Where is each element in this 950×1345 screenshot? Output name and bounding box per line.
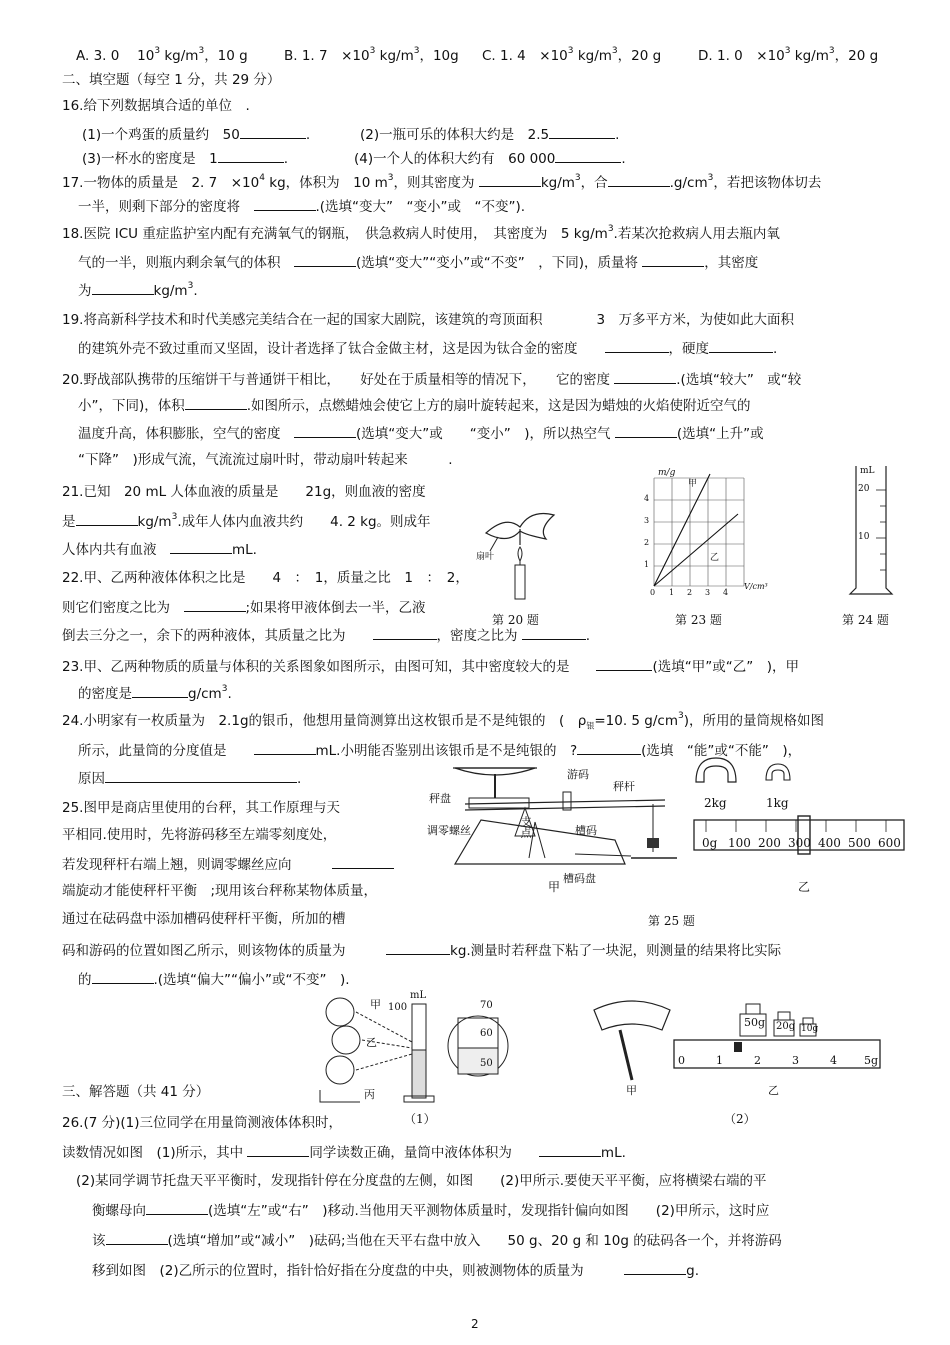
fig20-caption: 第 20 题: [492, 613, 539, 627]
answer-blank[interactable]: [240, 124, 306, 139]
fig26-2-tick: 4: [830, 1054, 837, 1067]
q25-line1: 25.图甲是商店里使用的台秤，其工作原理与天: [62, 800, 340, 816]
section-fill-heading: 二、填空题（每空 1 分，共 29 分）: [62, 72, 281, 88]
answer-blank[interactable]: [709, 338, 773, 353]
fig23-xtick: 2: [687, 588, 693, 597]
answer-blank[interactable]: [132, 683, 188, 698]
fig23-ytick: 1: [644, 560, 650, 569]
answer-blank[interactable]: [624, 1260, 686, 1275]
fig26-1-yi: 乙: [366, 1036, 377, 1049]
q26-line1: 26.(7 分)(1)三位同学在用量筒测液体体积时，: [62, 1115, 343, 1131]
fig23-ytick: 2: [644, 538, 650, 547]
fig26-2-weight-20g: 20g: [776, 1021, 796, 1032]
answer-blank[interactable]: [92, 280, 154, 295]
fig24-tick-10: 10: [858, 532, 870, 542]
fig26-1-bing: 丙: [364, 1088, 375, 1101]
fig26-2-tick: 2: [754, 1054, 761, 1067]
q20-line3: 温度升高，体积膨胀，空气的密度 (选填“变大”或 “变小” )，所以热空气 (选填“上升”或: [78, 423, 764, 443]
answer-blank[interactable]: [105, 768, 297, 783]
fig23-yi-label: 乙: [710, 553, 720, 563]
fig25-beam-tick: 500: [848, 836, 871, 850]
fig26-2-tick: 0: [678, 1054, 685, 1067]
fig25-jia: 甲: [548, 880, 561, 894]
fig24-caption: 第 24 题: [842, 613, 889, 627]
q18-line2: 气的一半，则瓶内剩余氧气的体积 (选填“变大”“变小”或“不变” ，下同)，质量将 ，其密度: [78, 252, 758, 272]
q25-line7: 的 .(选填“偏大”“偏小”或“不变” ).: [78, 969, 350, 989]
q21-line2: 是 $kg/m^3$.成年人体内血液共约 4. 2 kg。则成年: [62, 512, 431, 530]
q16-stem: 16.给下列数据填合适的单位 .: [62, 98, 250, 114]
fig25-beam-tick: 600: [878, 836, 901, 850]
fig26-2-tick: 3: [792, 1054, 799, 1067]
answer-blank[interactable]: [106, 1230, 168, 1245]
fig26-1-100: 100: [388, 1002, 408, 1013]
q23-line1: 23.甲、乙两种物质的质量与体积的关系图象如图所示，由图可知，其中密度较大的是 (选填“甲”或“乙” )，甲: [62, 656, 799, 676]
fig23-caption: 第 23 题: [675, 613, 722, 627]
q18-line3: 为 $kg/m^3$.: [78, 281, 198, 299]
fig23-line-yi: [654, 514, 738, 586]
fig23-xtick: 3: [705, 588, 711, 597]
fig25-weight-2kg: 2kg: [704, 796, 727, 810]
fig26-1-ml: mL: [410, 990, 427, 1001]
q25-line6: 码和游码的位置如图乙所示，则该物体的质量为 kg.测量时若秤盘下粘了一块泥，则测量的结果将比实际: [62, 940, 781, 960]
answer-blank[interactable]: [577, 740, 641, 755]
answer-blank[interactable]: [254, 740, 316, 755]
fig26-2-weight-50g: 50g: [744, 1016, 766, 1029]
fig23-jia-label: 甲: [688, 479, 698, 489]
fig23-graph: [640, 468, 770, 600]
q23-line2: 的密度是 $g/cm^3$.: [78, 684, 232, 702]
q19-line1: 19.将高新科学技术和时代美感完美结合在一起的国家大剧院，该建筑的弯顶面积 3 万多平方米，为使如此大面积: [62, 312, 795, 328]
q20-line4: “下降” )形成气流，气流流过扇叶时，带动扇叶转起来 .: [78, 452, 453, 468]
fig25-scale: [425, 760, 695, 890]
q15-options: A. 3. 0 $10^3$ $kg/m^3$，10 g: [76, 46, 248, 64]
q16-part4: (4)一个人的体积大约有 60 000 .: [354, 148, 626, 168]
fig23-ylabel: m/g: [658, 468, 676, 478]
q17-line2: 一半，则剩下部分的密度将 .(选填“变大” “变小”或 “不变”).: [78, 196, 525, 216]
fig20-candle-fan: [476, 495, 566, 610]
section-answer-heading: 三、解答题（共 41 分）: [62, 1084, 210, 1100]
fig26-1-70: 70: [480, 1000, 493, 1011]
fig25-label-pivot: 支点: [519, 816, 532, 838]
answer-blank[interactable]: [539, 1142, 601, 1157]
q15-option-d: D. 1. 0 $\times 10^3$ $kg/m^3$，20 g: [698, 46, 879, 64]
q21-line3: 人体内共有血液 mL.: [62, 539, 257, 559]
fig25-caption: 第 25 题: [648, 914, 695, 928]
fig26-2-tick: 1: [716, 1054, 723, 1067]
q26-line5: 该 (选填“增加”或“减小” )砝码;当他在天平右盘中放入 50 g、20 g 和 10g 的砝码各一个，并将游码: [92, 1230, 782, 1250]
fig25-beam-tick: 300: [788, 836, 811, 850]
fig25-weights-beam: [690, 752, 910, 862]
q22-line2: 则它们密度之比为 ;如果将甲液体倒去一半，乙液: [62, 597, 426, 617]
fig26-1-60: 60: [480, 1028, 493, 1039]
answer-blank[interactable]: [373, 625, 437, 640]
q26-line2: 读数情况如图 (1)所示，其中 同学读数正确，量筒中液体体积为 mL.: [62, 1142, 626, 1162]
q21-line1: 21.已知 20 mL 人体血液的质量是 21g，则血液的密度: [62, 484, 426, 500]
fig23-xtick: 4: [723, 588, 729, 597]
answer-blank[interactable]: [608, 172, 670, 187]
page-number: 2: [471, 1317, 479, 1331]
fig26-2-yi: 乙: [768, 1084, 779, 1097]
fig20-fan-label: 扇叶: [476, 552, 495, 562]
fig24-unit: mL: [860, 466, 875, 476]
fig25-label-pan: 秤盘: [429, 792, 451, 805]
answer-blank[interactable]: [184, 597, 246, 612]
q26-line6: 移到如图 (2)乙所示的位置时，指针恰好指在分度盘的中央，则被测物体的质量为 g.: [92, 1260, 699, 1280]
q20-line1: 20.野战部队携带的压缩饼干与普通饼干相比， 好处在于质量相等的情况下， 它的密度 .(选填“较大” 或“较: [62, 369, 801, 389]
fig25-label-screw: 调零螺丝: [427, 824, 471, 837]
answer-blank[interactable]: [386, 940, 450, 955]
answer-blank[interactable]: [615, 423, 677, 438]
answer-blank[interactable]: [479, 172, 541, 187]
q25-line5: 通过在砝码盘中添加槽码使秤杆平衡，所加的槽: [62, 911, 346, 927]
answer-blank[interactable]: [218, 148, 284, 163]
fig25-beam-tick: 100: [728, 836, 751, 850]
answer-blank[interactable]: [146, 1200, 208, 1215]
q26-line4: 衡螺母向 (选填“左”或“右” )移动.当他用天平测物体质量时，发现指针偏向如图 (2)甲所示，这时应: [92, 1200, 769, 1220]
fig23-xtick: 0: [650, 588, 656, 597]
q19-line2: 的建筑外壳不致过重而又坚固，设计者选择了钛合金做主材，这是因为钛合金的密度 ，硬度 .: [78, 338, 777, 358]
q25-line2: 平相同.使用时，先将游码移至左端零刻度处，: [62, 827, 337, 843]
fig26-2-balance: [590, 990, 890, 1105]
fig25-weight-1kg: 1kg: [766, 796, 789, 810]
fig23-grid: [640, 468, 770, 600]
fig26-1-50: 50: [480, 1058, 493, 1069]
answer-blank[interactable]: [555, 148, 621, 163]
answer-blank[interactable]: [254, 196, 316, 211]
answer-blank[interactable]: [170, 539, 232, 554]
q15-option-c: C. 1. 4 $\times 10^3$ $kg/m^3$，20 g: [482, 46, 662, 64]
fig25-beam-tick: 0g: [702, 836, 718, 850]
fig23-ytick: 3: [644, 516, 650, 525]
q25-line3: 若发现秤杆右端上翘，则调零螺丝应向: [62, 854, 394, 874]
fig23-xlabel: V/cm³: [744, 582, 768, 591]
q22-line3: 倒去三分之一，余下的两种液体，其质量之比为 ，密度之比为 .: [62, 625, 590, 645]
answer-blank[interactable]: [185, 395, 247, 410]
fig25-label-rider: 游码: [567, 768, 589, 781]
fig26-2-jia: 甲: [626, 1084, 637, 1097]
q16-part2: (2)一瓶可乐的体积大约是 2.5 .: [360, 124, 619, 144]
q15-option-b: B. 1. 7 $\times 10^3$ $kg/m^3$，10g: [284, 46, 459, 64]
q17-line1: 17.一物体的质量是 2. 7 $\times 10^4$ kg，体积为 10 $m^3$，则其密度为 $kg/m^3$，合 $.g/cm^3$，若把该物体切去: [62, 173, 822, 191]
answer-blank[interactable]: [549, 124, 615, 139]
answer-blank[interactable]: [76, 511, 138, 526]
fig24-tick-20: 20: [858, 484, 870, 494]
q24-line1: 24.小明家有一枚质量为 2.1g的银币，他想用量筒测算出这枚银币是不是纯银的 ( $\rho_银=10$. 5 $g/cm^3$)，所用的量筒规格如图: [62, 711, 825, 731]
fig25-yi: 乙: [798, 880, 811, 894]
answer-blank[interactable]: [294, 423, 356, 438]
q16-part1: (1)一个鸡蛋的质量约 50 .: [82, 124, 310, 144]
fig26-2-tick: 5g: [864, 1054, 879, 1067]
fig24-cylinder: [846, 460, 896, 605]
q18-line1: 18.医院 ICU 重症监护室内配有充满氧气的钢瓶， 供急救病人时使用， 其密度为 5 $kg/m^3$.若某次抢救病人用去瓶内氧: [62, 224, 780, 242]
q22-line1: 22.甲、乙两种液体体积之比是 4 ： 1，质量之比 1 ： 2，: [62, 570, 469, 586]
fig25-beam-tick: 200: [758, 836, 781, 850]
answer-blank[interactable]: [596, 656, 652, 671]
fig25-label-slot: 槽码: [575, 824, 597, 837]
fig23-xtick: 1: [669, 588, 675, 597]
q24-line3: 原因 .: [78, 768, 301, 788]
fig26-1-jia: 甲: [370, 998, 381, 1011]
fig26-2-caption: （2）: [724, 1112, 756, 1126]
q25-line4: 端旋动才能使秤杆平衡 ;现用该台秤称某物体质量，: [62, 883, 378, 899]
fig26-1-reading: [310, 990, 510, 1108]
answer-blank[interactable]: [332, 854, 394, 869]
answer-blank[interactable]: [294, 252, 356, 267]
fig26-2-weight-10g: 10g: [801, 1024, 819, 1034]
q26-line3: (2)某同学调节托盘天平平衡时，发现指针停在分度盘的左侧，如图 (2)甲所示.要使天平平衡，应将横梁右端的平: [76, 1173, 767, 1189]
answer-blank[interactable]: [605, 338, 669, 353]
answer-blank[interactable]: [642, 252, 704, 267]
answer-blank[interactable]: [92, 969, 154, 984]
fig26-1-caption: （1）: [404, 1112, 436, 1126]
fig23-line-jia: [654, 474, 710, 586]
fig25-label-slotpan: 槽码盘: [563, 872, 596, 885]
fig23-ytick: 4: [644, 494, 650, 503]
fig25-label-beam: 秤杆: [613, 780, 635, 793]
q16-part3: (3)一杯水的密度是 1 .: [82, 148, 288, 168]
answer-blank[interactable]: [614, 369, 676, 384]
q24-line2: 所示，此量筒的分度值是 mL.小明能否鉴别出该银币是不是纯银的 ? (选填 “能”或“不能” )，: [78, 740, 801, 760]
answer-blank[interactable]: [247, 1142, 309, 1157]
q20-line2: 小”，下同)，体积 .如图所示，点燃蜡烛会使它上方的扇叶旋转起来，这是因为蜡烛的火焰使附近空气的: [78, 395, 751, 415]
fig25-beam-tick: 400: [818, 836, 841, 850]
